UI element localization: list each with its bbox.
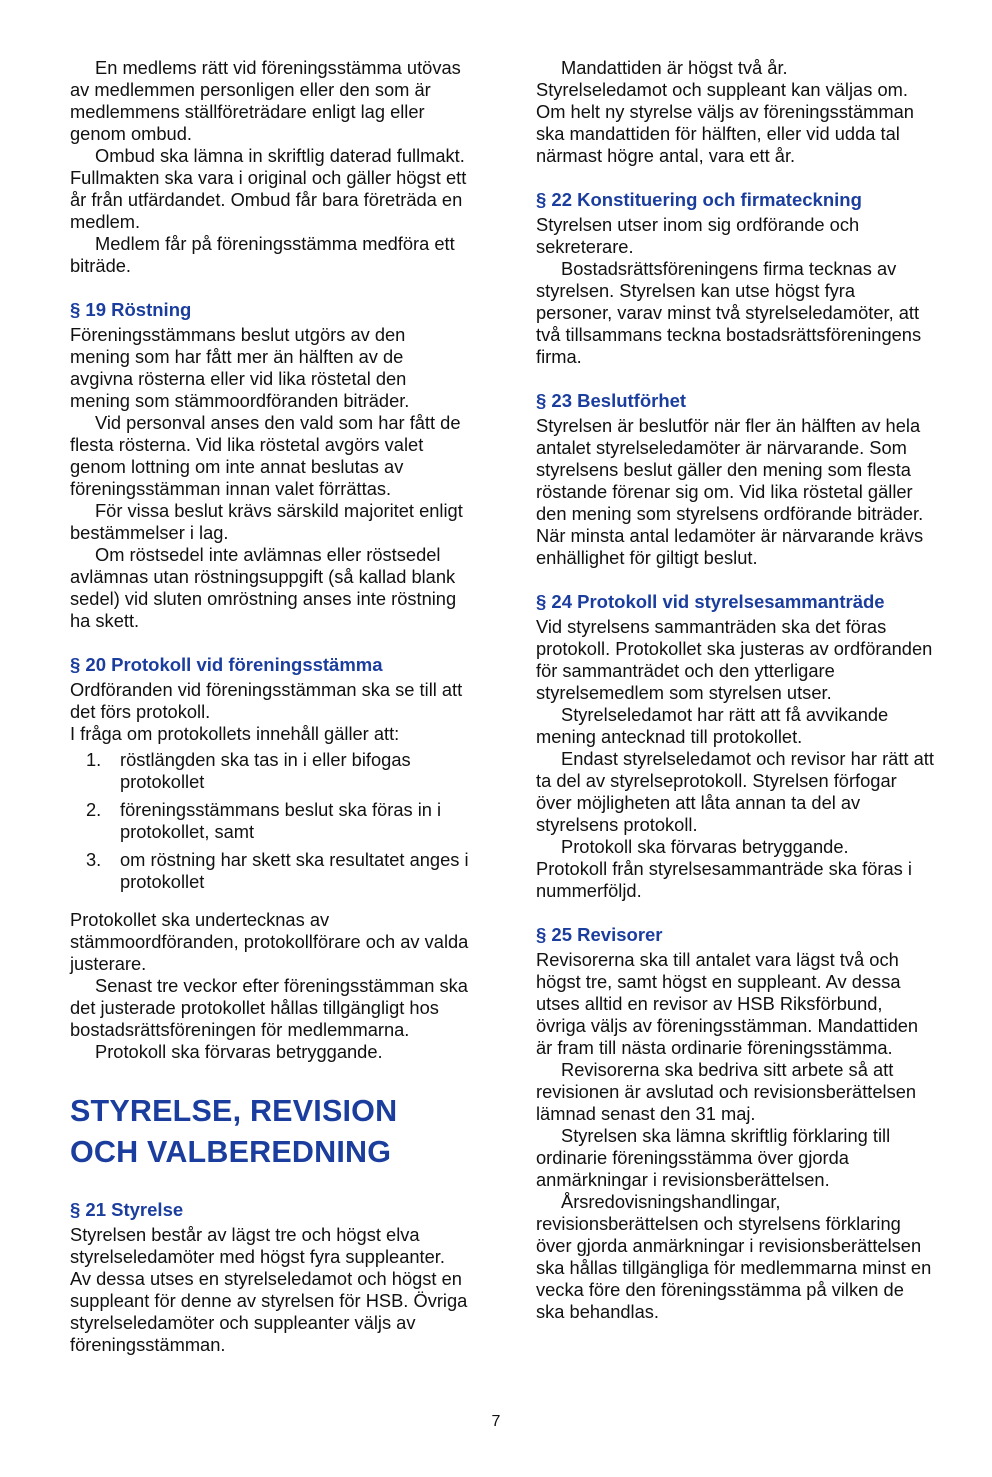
list-number: 1. <box>86 749 102 770</box>
left-column <box>70 57 470 1356</box>
paragraph: Ombud ska lämna in skriftlig daterad fullmakt. Fullmakten ska vara i original och gäller högst ett år från utfärdandet. Ombud får bara företräda en medlem. <box>70 145 467 232</box>
list-text: föreningsstämmans beslut ska föras in i protokollet, samt <box>120 799 442 842</box>
chapter-heading <box>70 1091 470 1173</box>
list-item <box>70 799 470 843</box>
list-text: röstlängden ska tas in i eller bifogas protokollet <box>120 749 411 792</box>
paragraph: Protokoll ska förvaras betryggande. <box>561 836 849 857</box>
paragraph: Styrelsen är beslutför när fler än hälften av hela antalet styrelseledamöter är närvarande. Som styrelsens beslut gäller den mening som flesta röstande förenar sig om. Vid lika röstetal gäller den mening som styrelsens ordförande biträder. När minsta antal ledamöter är närvarande krävs enhällighet för giltigt beslut. <box>536 415 924 568</box>
section-heading-23: § 23 Beslutförhet <box>536 390 687 411</box>
list-number: 2. <box>86 799 102 820</box>
paragraph: Styrelsen utser inom sig ordförande och sekreterare. <box>536 214 860 257</box>
list-text: om röstning har skett ska resultatet anges i protokollet <box>120 849 469 892</box>
paragraph: En medlems rätt vid föreningsstämma utövas av medlemmen personligen eller den som är medlemmens ställföreträdare enligt lag eller genom ombud. <box>70 57 461 144</box>
section-heading-24: § 24 Protokoll vid styrelsesammanträde <box>536 591 885 612</box>
paragraph: Styrelseledamot har rätt att få avvikande mening antecknad till protokollet. <box>536 704 889 747</box>
paragraph: Vid styrelsens sammanträden ska det föras protokoll. Protokollet ska justeras av ordföranden för sammanträdet och den ytterligare styrelsemedlem som styrelsen utser. <box>536 616 933 703</box>
list-number: 3. <box>86 849 102 870</box>
paragraph: Styrelsen ska lämna skriftlig förklaring till ordinarie föreningsstämma över gjorda anmärkningar i revisionsberättelsen. <box>536 1125 891 1190</box>
paragraph: Revisorerna ska till antalet vara lägst två och högst tre, samt högst en suppleant. Av dessa utses alltid en revisor av HSB Riksförbund, övriga väljs av föreningsstämman. Mandattiden är fram till nästa ordinarie föreningsstämma. <box>536 949 919 1058</box>
section-heading-22: § 22 Konstituering och firmateckning <box>536 189 862 210</box>
protocol-list <box>70 749 470 893</box>
section-heading-21: § 21 Styrelse <box>70 1199 184 1220</box>
chapter-heading-line2: OCH VALBEREDNING <box>70 1135 392 1169</box>
paragraph: Mandattiden är högst två år. <box>561 57 788 78</box>
page-number: 7 <box>491 1413 501 1430</box>
paragraph: Styrelseledamot och suppleant kan väljas om. Om helt ny styrelse väljs av föreningsstämman ska mandattiden för hälften, eller vid udda tal närmast högre antal, vara ett år. <box>536 79 914 166</box>
paragraph: Protokoll från styrelsesammanträde ska föras i nummerföljd. <box>536 858 912 901</box>
section-heading-20: § 20 Protokoll vid föreningsstämma <box>70 654 383 675</box>
paragraph: Föreningsstämmans beslut utgörs av den mening som har fått mer än hälften av de avgivna rösterna eller vid lika röstetal den mening som stämmoordföranden biträder. <box>70 324 410 411</box>
paragraph: Revisorerna ska bedriva sitt arbete så att revisionen är avslutad och revisionsberättelsen lämnad senast den 31 maj. <box>536 1059 917 1124</box>
list-item <box>70 749 470 793</box>
paragraph: Om röstsedel inte avlämnas eller röstsedel avlämnas utan röstningsuppgift (så kallad blank sedel) vid sluten omröstning anses inte röstning ha skett. <box>70 544 457 631</box>
right-column <box>536 57 936 1323</box>
paragraph: I fråga om protokollets innehåll gäller att: <box>70 723 400 744</box>
paragraph: För vissa beslut krävs särskild majoritet enligt bestämmelser i lag. <box>70 500 463 543</box>
paragraph: Styrelsen består av lägst tre och högst elva styrelseledamöter med högst fyra suppleanter. Av dessa utses en styrelseledamot och högst en suppleant för denne av styrelsen för HSB. Övriga styrelseledamöter och suppleanter väljs av föreningsstämman. <box>70 1224 468 1355</box>
paragraph: Ordföranden vid föreningsstämman ska se till att det förs protokoll. <box>70 679 463 722</box>
paragraph: Senast tre veckor efter föreningsstämman ska det justerade protokollet hållas tillgängligt hos bostadsrättsföreningen för medlemmarna. <box>70 975 468 1040</box>
list-item <box>70 849 470 893</box>
paragraph: Medlem får på föreningsstämma medföra ett biträde. <box>70 233 455 276</box>
paragraph: Protokollet ska undertecknas av stämmoordföranden, protokollförare och av valda justerare. <box>70 909 469 974</box>
paragraph: Vid personval anses den vald som har fått de flesta rösterna. Vid lika röstetal avgörs valet genom lottning om inte annat beslutas av föreningsstämman innan valet förrättas. <box>70 412 461 499</box>
paragraph: Bostadsrättsföreningens firma tecknas av styrelsen. Styrelsen kan utse högst fyra personer, varav minst två styrelseledamöter, att två tillsammans teckna bostadsrättsföreningens firma. <box>536 258 922 367</box>
paragraph: Årsredovisningshandlingar, revisionsberättelsen och styrelsens förklaring över gjorda anmärkningar i revisionsberättelsen ska hållas tillgängliga för medlemmarna minst en vecka före den föreningsstämma på vilken de ska behandlas. <box>536 1191 932 1322</box>
paragraph: Protokoll ska förvaras betryggande. <box>95 1041 383 1062</box>
paragraph: Endast styrelseledamot och revisor har rätt att ta del av styrelseprotokoll. Styrelsen förfogar över möjligheten att låta annan ta del av styrelsens protokoll. <box>536 748 934 835</box>
section-heading-25: § 25 Revisorer <box>536 924 663 945</box>
section-heading-19: § 19 Röstning <box>70 299 192 320</box>
chapter-heading-line1: STYRELSE, REVISION <box>70 1094 398 1128</box>
